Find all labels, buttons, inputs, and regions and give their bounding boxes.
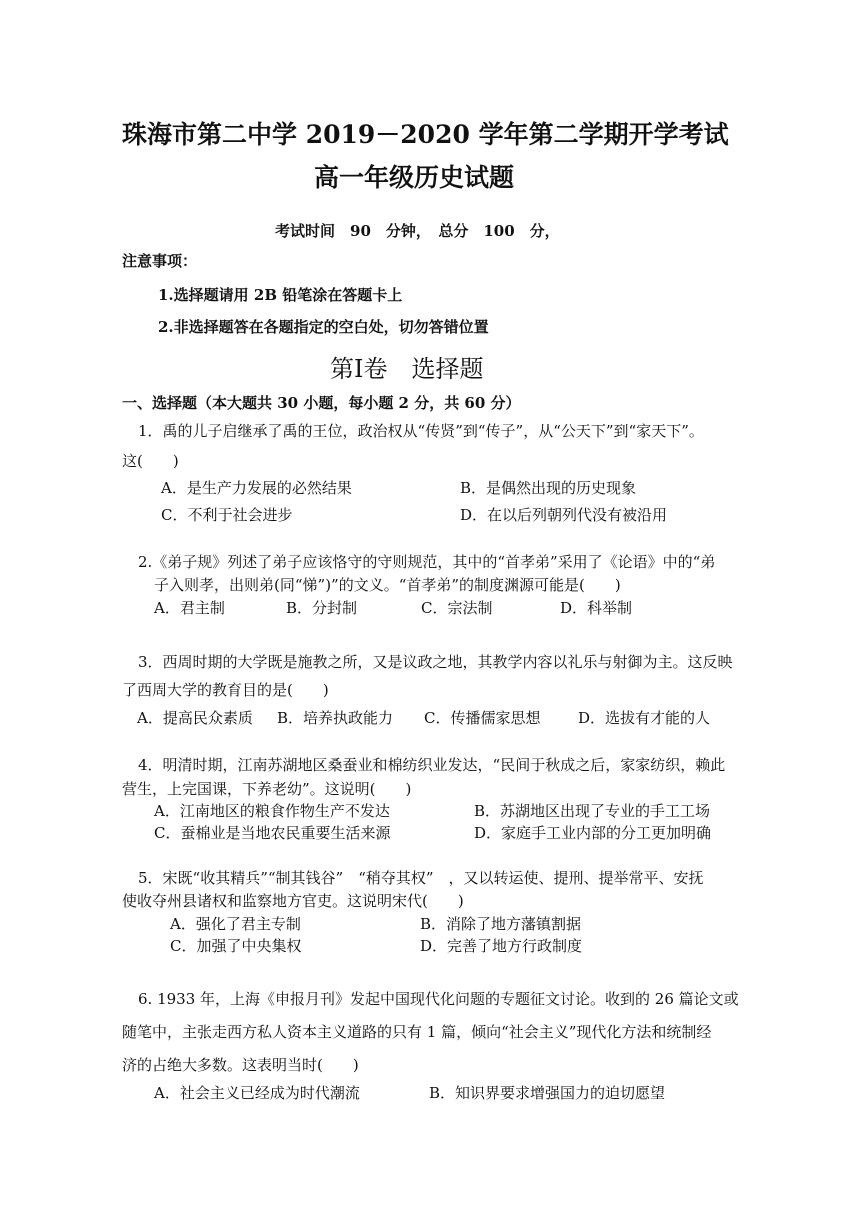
option-a[interactable]: A．社会主义已经成为时代潮流 xyxy=(154,1084,360,1102)
option-b[interactable]: B．知识界要求增强国力的迫切愿望 xyxy=(429,1084,666,1102)
question-stem-line: 2.《弟子规》列述了弟子应该恪守的守则规范，其中的“首孝弟”采用了《论语》中的“弟 xyxy=(138,553,716,571)
note-item: 1.选择题请用 2B 铅笔涂在答题卡上 xyxy=(158,286,403,304)
question-stem-line: 使收夺州县诸权和监察地方官吏。这说明宋代( ) xyxy=(122,892,464,910)
question-stem-line: 济的占绝大多数。这表明当时( ) xyxy=(122,1056,359,1074)
option-a[interactable]: A．强化了君主专制 xyxy=(170,915,301,933)
note-item: 2.非选择题答在各题指定的空白处，切勿答错位置 xyxy=(158,318,489,336)
option-d[interactable]: D．选拔有才能的人 xyxy=(578,709,711,727)
option-b[interactable]: B．培养执政能力 xyxy=(277,709,394,727)
question-stem-line: 3．西周时期的大学既是施教之所，又是议政之地，其教学内容以礼乐与射御为主。这反映 xyxy=(138,653,733,671)
question-stem-line: 4．明清时期，江南苏湖地区桑蚕业和棉纺织业发达，“民间于秋成之后，家家纺织，赖此 xyxy=(138,756,726,774)
question-stem-line: 随笔中，主张走西方私人资本主义道路的只有 1 篇，倾向“社会主义”现代化方法和统制经 xyxy=(122,1023,712,1041)
option-c[interactable]: C．加强了中央集权 xyxy=(170,937,302,955)
question-stem-line: 5．宋既“收其精兵”“制其钱谷” “稍夺其权” ，又以转运使、提刑、提举常平、安抚 xyxy=(138,869,704,887)
option-d[interactable]: D．家庭手工业内部的分工更加明确 xyxy=(474,824,712,842)
option-b[interactable]: B．苏湖地区出现了专业的手工工场 xyxy=(474,802,711,820)
option-a[interactable]: A．是生产力发展的必然结果 xyxy=(161,479,352,497)
question-stem-line: 子入则孝，出则弟(同“悌”)”的文义。“首孝弟”的制度渊源可能是( ) xyxy=(154,576,621,594)
option-b[interactable]: B．是偶然出现的历史现象 xyxy=(460,479,637,497)
option-b[interactable]: B．消除了地方藩镇割据 xyxy=(420,915,582,933)
option-d[interactable]: D．在以后列朝列代没有被沿用 xyxy=(460,506,668,524)
option-c[interactable]: C．传播儒家思想 xyxy=(424,709,541,727)
option-a[interactable]: A．江南地区的粮食作物生产不发达 xyxy=(154,802,390,820)
exam-subtitle: 高一年级历史试题 xyxy=(314,163,515,192)
option-a[interactable]: A．提高民众素质 xyxy=(137,709,253,727)
question-stem-line: 营生，上完国课，下养老幼”。这说明( ) xyxy=(122,780,412,798)
section-title: 第Ⅰ卷 选择题 xyxy=(330,355,484,383)
option-c[interactable]: C．蚕棉业是当地农民重要生活来源 xyxy=(154,824,391,842)
option-d[interactable]: D．科举制 xyxy=(560,599,633,617)
question-stem-line: 这( ) xyxy=(122,452,179,470)
option-c[interactable]: C．不利于社会进步 xyxy=(161,506,293,524)
exam-title: 珠海市第二中学 2019－2020 学年第二学期开学考试 xyxy=(122,120,729,149)
question-stem-line: 了西周大学的教育目的是( ) xyxy=(122,681,329,699)
part-heading: 一、选择题（本大题共 30 小题，每小题 2 分，共 60 分） xyxy=(122,394,521,412)
notes-label: 注意事项： xyxy=(122,252,198,270)
option-d[interactable]: D．完善了地方行政制度 xyxy=(420,937,583,955)
option-c[interactable]: C．宗法制 xyxy=(421,599,493,617)
question-stem-line: 1．禹的儿子启继承了禹的王位，政治权从“传贤”到“传子”，从“公天下”到“家天下”。 xyxy=(138,422,704,440)
question-stem-line: 6. 1933 年，上海《申报月刊》发起中国现代化问题的专题征文讨论。收到的 26 篇论文或 xyxy=(138,990,739,1008)
exam-info: 考试时间 90 分钟， 总分 100 分， xyxy=(275,222,560,240)
option-b[interactable]: B．分封制 xyxy=(286,599,358,617)
option-a[interactable]: A．君主制 xyxy=(154,599,225,617)
